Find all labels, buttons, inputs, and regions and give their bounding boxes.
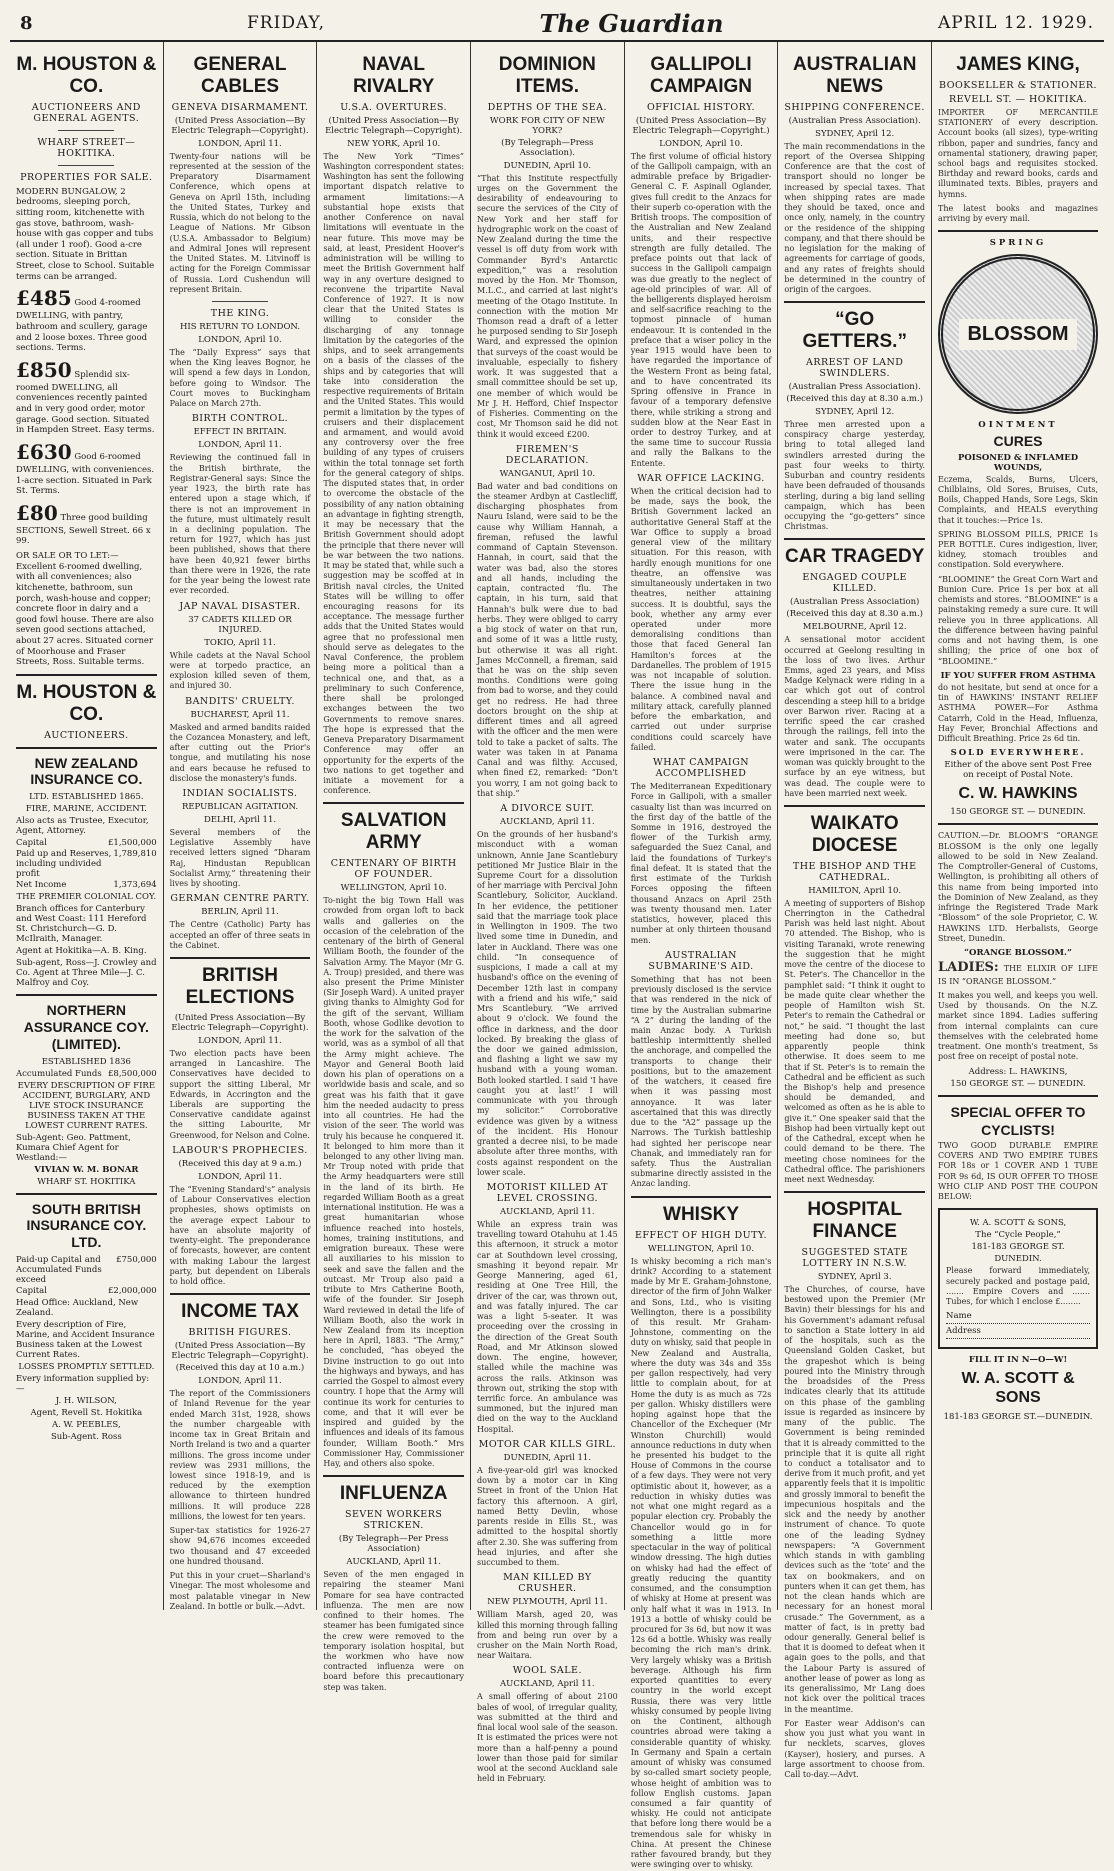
dateline: LONDON, April 11. [198, 1376, 282, 1387]
insurance-heading: NEW ZEALAND INSURANCE CO. [30, 754, 143, 788]
dateline: BUCHAREST, April 11. [190, 709, 290, 720]
subagent-line: Sub-agent, Ross—J. Crowley and Co. Agent at Three Mile—J. C. Malfroy and Coy. [16, 958, 157, 989]
divider [784, 538, 925, 540]
story-body: Something that has not been previously disclosed is the service that was rendered in the nick of time by the Australian submarine “A 2” during the landing of the main Anzac body. A Turkish battleship intermittently shelled the anchorage, and compelled the transports to change their positions, but to the amazement of the watchers, it ceased fire when it was passing most annoyance. It was later ascertained that this was directly due to the “A2” passage up the Narrows. The Turkish battleship had sighted her periscope near Chanak, and immediately ran for safety. Thus the Australian submarine directly assisted in the Anzac landing. [630, 974, 772, 1189]
section-headline: “GO GETTERS.” [802, 309, 907, 353]
newspaper-title: The Guardian [539, 8, 724, 38]
caution-text: CAUTION.—Dr. BLOOM'S “ORANGE BLOSSOM is the only one legally allowed to be sold in New Zealand. The Comptroller-General of Customs, Wellington, is prohibiting all others of this name from being imported into the Dominion of New Zealand, as they infringe the Registered Trade Mark “Blossom” of the sole Proprietor, C. W. HAWKINS LTD. Herbalists, George Street, Dunedin. [938, 831, 1099, 943]
advertiser-subtitle: AUCTIONEERS AND GENERAL AGENTS. [31, 101, 141, 124]
column-3 [317, 42, 471, 1692]
story-source: (Australian Press Association) [790, 597, 920, 608]
story-body: Several members of the Legislative Assembly have received letters signed “Dharam Raj, Hindustan Republican Socialist Army,” threatening their lives by shooting. [169, 828, 311, 889]
dateline: BERLIN, April 11. [201, 907, 279, 918]
story-source: (By Telegraph—Per Press Association) [338, 1534, 449, 1555]
dateline: SYDNEY, April 12. [815, 128, 895, 139]
story-body: While cadets at the Naval School were at torpedo practice, an explosion killed seven of them, and injured 30. [169, 650, 311, 691]
dateline: WELLINGTON, April 10. [340, 883, 447, 894]
story-source: (United Press Association—By Electric Telegraph—Copyright.) [632, 115, 770, 136]
masthead-day: FRIDAY, [247, 13, 325, 33]
scott-name: W. A. SCOTT & SONS [961, 1370, 1075, 1407]
dateline: MELBOURNE, April 12. [802, 622, 907, 633]
subagent-line: Sub-Agent: Geo. Pattment, Kumara Chief Agent for Westland:— [16, 1132, 131, 1163]
story-heading: THE BISHOP AND THE CATHEDRAL. [792, 860, 917, 883]
hawkins-name: C. W. HAWKINS [958, 785, 1078, 803]
section-headline: NAVAL RIVALRY [353, 54, 435, 97]
advertisement-text: do not hesitate, but send at once for a tin of HAWKINS' INSTANT RELIEF ASTHMA POWER—For Asthma Catarrh, Cold in the Head, Influenza, Hay Fever, Bronchial Affections and Difficult Breathing. Price 2s 6d tin. [938, 682, 1099, 743]
coupon [938, 1208, 1098, 1349]
dateline: LONDON, April 10. [659, 138, 743, 149]
advertisement-text: Eczema, Scalds, Burns, Ulcers, Chilblains, Old Sores, Bruises, Cuts, Boils, Chapped Hands, Sore Legs, Skin Complaints, and HEALS everything that it touches:—Price 1s. [938, 474, 1099, 525]
story-body: The first volume of official history of the Gallipoli campaign, with an admirable preface by Brigadier-General C. F. Aspinall Oglander, gives full credit to the Anzacs for their superb co-operation with the British troops. The composition of the Australian and New Zealand units, and their respective strength are fully detailed. The preface points out that lack of success in the Gallipoli campaign was due greatly to the neglect of age-old principles of war. All of the belligerents displayed heroism and self-sacrifice reaching to the topmost pinnacle of human endeavour. It is contended in the preface that a wiser policy in the year 1915 would have been to have regarded the importance of the Western Front as being fatal, and to have concentrated its Spring offensive in France in favour of a temporary defensive there, while striking a strong and sudden blow at the Near East in order to destroy Turkey, and at the same time to succour Russia and rally the Balkans to the Entente. [630, 151, 772, 468]
coupon-firm: W. A. SCOTT & SONS, [969, 1218, 1067, 1229]
masthead [10, 6, 1104, 42]
dateline: AUCKLAND, April 11. [346, 1557, 441, 1568]
story-body: Three men arrested upon a conspiracy charge yesterday, bring to total alleged land swindlers arrested during the past four weeks to thirty. Suburban and country residents have been defrauded of thousands sterling, during a big land selling campaign, which has been occupying the “go-getters” since Christmas. [784, 419, 926, 532]
advertiser-address: WHARF STREET—HOKITIKA. [37, 136, 136, 159]
story-source: (United Press Association—By Electric Telegraph—Copyright). [171, 115, 309, 136]
story-heading: MOTORIST KILLED AT LEVEL CROSSING. [486, 1182, 608, 1205]
story-heading: AUSTRALIAN SUBMARINE'S AID. [648, 949, 754, 972]
coupon-firm-tagline: The “Cycle People,” [975, 1230, 1061, 1241]
story-body: A small offering of about 2100 bales of wool, of irregular quality, was submitted at the third and final local wool sale of the season. It is estimated the prices were not more than a half-penny a pound lower than those paid for similar wool at the second Auckland sale held in February. [477, 1692, 618, 1784]
divider [784, 805, 925, 807]
divider [58, 130, 114, 131]
coupon-name-field[interactable]: Name [946, 1311, 1090, 1324]
column-2 [164, 42, 318, 1610]
advertiser-name: JAMES KING, [956, 54, 1080, 75]
story-subheading: EFFECT IN BRITAIN. [193, 427, 287, 438]
received-note: (Received this day at 8.30 a.m.) [786, 393, 923, 404]
dateline: LONDON, April 10. [198, 334, 282, 345]
story-heading: JAP NAVAL DISASTER. [179, 600, 301, 612]
dateline: AUCKLAND, April 11. [500, 817, 595, 828]
column-4 [471, 42, 625, 1784]
story-source: (Received this day at 9 a.m.) [178, 1158, 302, 1169]
story-heading: GENEVA DISARMAMENT. [171, 101, 309, 113]
columns [10, 42, 1104, 1870]
divider [323, 1475, 464, 1477]
coupon-text: Please forward immediately, securely packed and postage paid, ....... Empire Covers and ....... Tubes, for which I enclose £........ [946, 1266, 1091, 1306]
story-body: The Mediterranean Expeditionary Force in Gallipoli, with a smaller casualty list than was incurred on the first day of the battle of the Somme in 1916, destroyed the flower of the Turkish army, safeguarded the Suez Canal, and laid the foundations of Turkey's final defeat. It is stated that the first estimate of the Turkish Forces opposing the fifteen thousand Anzacs on April 25th was twenty thousand men. Later statistics, however, placed this number at only thirteen thousand men. [630, 782, 772, 945]
page-number: 8 [20, 12, 33, 34]
story-body: The “Daily Express” says that when the King leaves Bognor, he will spend a few days in London, before going to Windsor. The Court moves to Buckingham Palace on March 27th. [169, 347, 311, 409]
advertiser-name: M. HOUSTON & CO. [16, 681, 157, 725]
advertiser-subtitle: BOOKSELLER & STATIONER. [939, 79, 1097, 91]
property-listing: £630 Good 6-roomed DWELLING, with conveniences. 1-acre section. Situated in Park St. Terms. [16, 439, 155, 497]
divider [631, 1196, 772, 1198]
divider [938, 230, 1098, 232]
divider [16, 994, 157, 996]
dateline: LONDON, April 11. [198, 138, 282, 149]
advertisement-text: Put this in your cruet—Sharland's Vinegar. The most wholesome and most palatable vinegar in New Zealand. In bottle or bulk.—Advt. [169, 1571, 311, 1611]
story-body: Twenty-four nations will be represented at the session of the Preparatory Disarmament Conference, which opens at Geneva on April 15th, including the United States, Turkey and Russia, which do not belong to the League of Nations. Mr Gibson (U.S.A. Ambassador to Belgium) and Admiral Jones will represent the United States. M. Litvinoff is acting for the Foreign Commissar of Russia. Lord Cushendun will represent Britain. [169, 151, 311, 294]
dateline: LONDON, April 11. [198, 1035, 282, 1046]
story-source: (By Telegraph—Press Association). [501, 137, 594, 158]
story-body: The Centre (Catholic) Party has accepted an offer of three seats in the Cabinet. [169, 920, 311, 950]
story-body: To-night the big Town Hall was crowded from organ loft to back walls and galleries on the occasion of the celebration of the centenary of the birth of General William Booth, the founder of the Salvation Army. The Mayor (Mr G. A. Troup) presided, and there was also present the Prime Minister (Sir Joseph Ward). A united prayer giving thanks to Almighty God for the gift of the servant, William Booth, whose Godlike devotion to the work for the salvation of the world, was as a symbol of all that the Army might achieve. The Mayor and General Booth laid down his plan of operations on a worldwide basis and scale, and so great was his faith that it gave him the needed audacity to press into all countries. He had the vision of the seer. The world was truly his because he conquered it. It belonged to him more than it belonged to any other living man. Mr Troup noted with pride that the Army headquarters were still in the land of its birth. He regarded William Booth as a great international institution. He was a great humanitarian whose influence reached into hostels, homes, training institutions, and emigration bureaux. These were all auxiliaries to his mission to seek and save the fallen and the outcast. Mr Troup also paid a tribute to Mrs Catherine Booth, wife of the founder. Sir Joseph Ward reviewed in detail the life of William Booth, also the work in New Zealand from its inception here in April, 1883. “The Army,” he concluded, “has obeyed the Divine instruction to go out into the highways and byways, and has carried the Gospel to almost every country. I hope that the Army will continue its work for centuries to come, and that it will ever be inspired and guided by the influences and ideals of its famous founder, William Booth.” Mrs Commissioner Hay, Commissioner Hay, and others also spoke. [323, 896, 465, 1469]
divider [784, 1191, 925, 1193]
section-headline: INCOME TAX [181, 1301, 299, 1323]
paid-row: Paid up and Reserves, including undivided profit 1,789,810 [16, 849, 157, 880]
insurance-heading: NORTHERN ASSURANCE COY. (LIMITED). [23, 1002, 149, 1052]
cures-subheading: POISONED & INFLAMED WOUNDS, [957, 452, 1079, 473]
story-heading: ARREST OF LAND SWINDLERS. [805, 356, 904, 379]
ladies-ad: LADIES: THE ELIXIR OF LIFE IS IN “ORANGE BLOSSOM.” [938, 960, 1099, 986]
story-body: William Marsh, aged 20, was killed this morning through falling from and being run over by a crusher on the Main North Road, near Waitara. [477, 1610, 618, 1661]
insurance-tagline: THE PREMIER COLONIAL COY. [16, 892, 157, 903]
story-heading: DEPTHS OF THE SEA. [487, 101, 608, 113]
property-listing: MODERN BUNGALOW, 2 bedrooms, sleeping porch, sitting room, kitchenette with gas stove, bathroom, wash-house with gas copper and tubs (all under 1 roof). Good a-cre section. Situate in Brittan Street, close to School. Suitable terms can be arranged. [16, 186, 155, 282]
story-heading: BRITISH FIGURES. [188, 1327, 292, 1339]
agent-name: J. H. WILSON, [55, 1396, 117, 1406]
story-body: When the critical decision had to be made, says the book, the British Government lacked an authoritative General Staff at the War Office to supply a broad general view of the military situation. For this reason, with hardly enough munitions for one theatre, an offensive was simultaneously undertaken in two theatres, neither attaining success. It is doubtful, says the book, whether any army ever operated under more demoralising conditions than those that faced General Ian Hamilton's forces at the Dardanelles. The problem of 1915 was not incapable of solution. There the issue hung in the balance. A combined naval and military attack, carefully planned before the embarkation, and carried out under surprise conditions could scarcely have failed. [630, 486, 772, 752]
section-headline: BRITISH ELECTIONS [185, 965, 295, 1008]
advertisement-text: It makes you well, and keeps you well. Used by thousands. On the N.Z. market since 1894. Ladies suffering from internal complaints can cure themselves with the celebrated home treatment. One month's treatment, 5s post free on receipt of postal note. [938, 990, 1099, 1062]
advertisement-text: For Easter wear Addison's can show you just what you want in fur necklets, scarves, gloves (Kayser), hosiery, and purses. A large assortment to choose from. Call to-day.—Advt. [784, 1718, 926, 1780]
capital-row: Capital £1,500,000 [16, 838, 157, 849]
story-body: A sensational motor accident occurred at Geelong resulting in the loss of two lives. Arthur Emms, aged 23 years, and Miss Madge Kelynack were riding in a car which got out of control descending a steep hill to a bridge over Barwon river. Racing at a terrific speed the car crashed through the railings, fell into the water and sank. The occupants were imprisoned in the car. The woman was quickly brought to the surface by an eye witness, but was dead. The couple were to have been married next week. [784, 635, 926, 798]
dateline: DUNEDIN, April 10. [503, 160, 592, 171]
coupon-firm-street: 181-183 GEORGE ST. [971, 1242, 1065, 1253]
dateline: WELLINGTON, April 10. [647, 1243, 755, 1254]
advertiser-subtitle: AUCTIONEERS. [44, 729, 129, 741]
property-listing: £80 Three good building SECTIONS, Sewell Street. 66 x 99. [16, 500, 151, 547]
section-headline: DOMINION ITEMS. [498, 54, 596, 97]
story-subheading: HIS RETURN TO LONDON. [179, 321, 301, 332]
story-body: A five-year-old girl was knocked down by a motor car in King Street in front of the Union Hat factory this afternoon. A girl, named Betty Devlin, whose parents reside in Ellis St., was admitted to the hospital shortly after 2.30. She was suffering from head injuries, and after she succumbed to them. [477, 1465, 618, 1568]
section-headline: CAR TRAGEDY [785, 546, 925, 568]
story-heading: WAR OFFICE LACKING. [637, 472, 765, 484]
dateline: NEW PLYMOUTH, April 11. [487, 1597, 608, 1608]
story-heading: GERMAN CENTRE PARTY. [170, 893, 310, 905]
story-subheading: WORK FOR CITY OF NEW YORK? [489, 115, 605, 136]
story-heading: LABOUR'S PROPHECIES. [172, 1144, 308, 1156]
insurance-description: Every description of Fire, Marine, and Accident Insurance Business taken at the Lowest Current Rates. [16, 1320, 155, 1360]
story-heading: SEVEN WORKERS STRICKEN. [344, 1509, 443, 1532]
insurance-established: LTD. ESTABLISHED 1865. [29, 792, 144, 803]
masthead-date: APRIL 12. 1929. [937, 13, 1094, 33]
story-body: Reviewing the continued fall in the British birthrate, the Registrar-General says: Since the year 1923, the birth rate has entered upon a stage which, if there is not an improvement in the future, must ultimately result in a declining population. The return for 1927, which has just been published, shows that there have been 40,921 fewer births than there were in 1926, the rate for the year being the lowest rate ever recorded. [169, 453, 311, 596]
emblem-top-text: SPRING [989, 238, 1047, 249]
story-body: Super-tax statistics for 1926-27 show 94,676 incomes exceeded two thousand and 47 exceeded one hundred thousand. [169, 1526, 311, 1566]
orange-blossom-heading: “ORANGE BLOSSOM.” [964, 948, 1072, 958]
story-source: (United Press Association—By Electric Telegraph—Copyright). [171, 1012, 309, 1033]
emblem-bottom-text: OINTMENT [978, 420, 1058, 431]
dateline: HAMILTON, April 10. [808, 885, 902, 896]
story-body: The Churches, of course, have bestowed upon the Premier (Mr Bavin) their blessings for his and his Government's adamant refusal to sanction a State lottery in aid of the hospitals, such as the Queensland Golden Casket, but the grapeshot which is being poured into the Ministry through the broadsides of the Press indicates clearly that its attitude on this phase of the gambling issue is regarded as insincere by many of the public. The Government is being reminded that it is already committed to the principle that it is quite all right to conduct a totalisator and to derive from it much profit, and yet apparently feels that it is impolitic and grossly immoral to benefit the impecunious hospitals and the sick and the needy by another instrument of chance. To quote one of the leading Sydney newspapers: “A Government which stands in with gambling devices such as the ‘tote’ and the tax on bookmakers, and on punters when it can get them, has not the clean hands which are necessary for an honest moral crusade.” The Government, as a matter of fact, is in pretty bad odour generally. General belief is that it is doomed to defeat when it again goes to the polls, and that the Labour Party is assured of another lease of power as long as its generalissimo, Mr Lang does not kick over the political traces in the meantime. [784, 1285, 926, 1714]
divider [16, 1193, 157, 1195]
story-body: Seven of the men engaged in repairing the steamer Mani Pomare for sea have contracted influenza. The men are now confined to their homes. The steamer has been fumigated since the crew were removed to the temporary isolation hospital, but the workmen who have now contracted influenza were on board before this precautionary step was taken. [323, 1570, 465, 1692]
dateline: NEW YORK, April 10. [347, 138, 441, 149]
column-5 [625, 42, 779, 1870]
dateline: LONDON, April 11. [198, 1171, 282, 1182]
story-heading: WOOL SALE. [512, 1665, 582, 1677]
column-7 [932, 42, 1104, 1610]
coupon-address-field[interactable]: Address [946, 1326, 1090, 1339]
dateline: LONDON, April 11. [198, 440, 282, 451]
dateline: TOKIO, April 11. [204, 637, 276, 648]
story-body: The New York “Times” Washington correspondent states: Washington has sent the following important dispatch relative to armament limitations:—A substantial hope exists that another Conference on naval limitations will eventuate in the near future. This move may be said, at least, President Hoover's administration will be willing to meet the British Government half way in any overture designed to reconvene the tripartite Naval Conference of 1927. It is now clear that the United States is willing to consider the discharging of any tonnage limitation by the categories of the ships, and to seek arrangements on a basis of the classes of the ships and by categories that will take into consideration the respective requirements of Britain and the United States. This would permit a limitation by the types of cruisers and their displacement and armament, and would avoid any controversy over the free building of any types of cruisers within the total tonnage set forth for the general category of ships. The disputed states that, in order to overcome the obstacle of the possibility of any nation obtaining an advantage in fighting strength, it may be necessary that the British Government should adopt the principle that there never will be war between the two nations. It may be stated that, while such a suggestion may be scoffed at in British naval circles, the United States will be willing to offer encouraging reasons for its acceptance. The message further adds that the United States would agree that no professional men should serve as delegates to the Naval Conference, the problem being more a political than a technical one, and that, as a preliminary to such Conference, there shall be prolonged exchanges between the two Governments to remove snares. The hope is expressed that the Geneva Preparatory Disarmament Conference may offer an opportunity for the experts of the two nations to get together and initiate a movement for a conference. [323, 151, 465, 796]
story-heading: THE KING. [210, 307, 270, 319]
advertisement-text: TWO GOOD DURABLE EMPIRE COVERS AND TWO EMPIRE TUBES FOR 18s or 1 COVER AND 1 TUBE FOR 9s 6d, IS OUR OFFER TO THOSE WHO CLIP AND POST THE COUPON BELOW: [938, 1140, 1099, 1202]
story-body: Masked and armed bandits raided the Cozancea Monastery, and left, after cutting out the Prior's tongue, and mutilating his nose and ears because he refused to disclose the monastery's funds. [169, 722, 311, 783]
blossom-emblem-icon: BLOSSOM [938, 254, 1098, 414]
story-body: Is whisky becoming a rich man's drink? According to a statement made by Mr E. Graham-Johnstone, director of the firm of John Walker and Sons, Ltd., who is visiting Wellington, there is a possibility of this result. Mr Graham-Johnstone, commenting on the duty on whisky, said that people in New Zealand and Australia, where the duty was 34s and 35s per gallon respectively, had very little to complain about, for at Home the duty is as much as 72s per gallon. Whisky distillers were hoping against hope that the Chancellor of the Exchequer (Mr Winston Churchill) would announce reductions in duty when he presented his budget to the House of Commons in the course of a few days. They were not very optimistic about it, however, as a reduction in whisky duties was not what one might regard as a popular election cry. Probably the Chancellor would go in for something a little more spectacular in the way of political window dressing. The high duties on whisky had had the effect of greatly reducing the quantity consumed, and the consumption of whisky at Home at present was only half what it was in 1913. In 1913 a bottle of whisky could be procured for 3s 6d, but now it was 12s 6d a bottle. Whisky was really becoming the rich man's drink. Very largely whisky was a British beverage. Although his firm exported quantities to every country in the world except Russia, there was very little whisky consumed by people living on the Continent, although countries abroad were taking a considerable quantity of whisky. In Germany and Spain a certain amount of whisky was consumed by so-called smart society people, whose height of ambition was to follow English customs. Japan consumed a fair quantity of whisky. He could not anticipate that before long there would be a tremendous sale for whisky in China. At present the Chinese rather favoured brandy, but they were swinging over to whisky. [630, 1256, 772, 1870]
story-heading: SUGGESTED STATE LOTTERY IN N.S.W. [801, 1247, 908, 1269]
branch-offices: Branch offices for Canterbury and West Coast: 111 Hereford St. Christchurch—G. D. McIlraith, Manager. [16, 904, 147, 945]
fill-it-in: FILL IT IN N—O—W! [968, 1355, 1068, 1366]
story-source: (United Press Association—By Electric Telegraph—Copyright). [171, 1341, 309, 1362]
dateline: AUCKLAND, April 11. [500, 1679, 595, 1690]
story-body: The main recommendations in the report of the Oversea Shipping Conference are that the cost of transport should no longer be increased by special taxes. That when shipping rates are made they should be taxed, once and once only, namely, in the country or the residence of the shipping company, and that there should be no legislation for the making of agreements for carriage of goods, and any rates of freights should be determined in the country of origin of the cargoes. [784, 141, 926, 294]
section-headline: WHISKY [663, 1203, 740, 1225]
story-source: (Australian Press Association). [788, 115, 921, 126]
divider [170, 1293, 311, 1295]
story-subheading: REPUBLICAN AGITATION. [181, 802, 299, 812]
section-headline: AUSTRALIAN NEWS [792, 54, 917, 97]
story-heading: CENTENARY OF BIRTH OF FOUNDER. [330, 858, 457, 881]
divider [16, 674, 157, 676]
address-label: Address: L. HAWKINS, [968, 1066, 1068, 1077]
story-heading: U.S.A. OVERTURES. [340, 101, 448, 113]
column-6 [778, 42, 932, 1780]
story-subheading: 37 CADETS KILLED OR INJURED. [188, 614, 292, 635]
divider [938, 823, 1098, 825]
advertiser-address: REVELL ST. — HOKITIKA. [948, 93, 1088, 105]
story-heading: OFFICIAL HISTORY. [647, 101, 756, 113]
advertiser-name: M. HOUSTON & CO. [16, 54, 157, 97]
story-heading: ENGAGED COUPLE KILLED. [802, 572, 907, 595]
section-headline: GENERAL CABLES [193, 54, 287, 97]
special-offer-heading: SPECIAL OFFER TO CYCLISTS! [950, 1103, 1086, 1138]
story-heading: WHAT CAMPAIGN ACCOMPLISHED [652, 757, 750, 780]
dateline: AUCKLAND, April 11. [500, 1207, 595, 1218]
divider [58, 165, 114, 166]
sold-everywhere: SOLD EVERYWHERE. [950, 748, 1086, 759]
story-body: A meeting of supporters of Bishop Cherrington in the Cathedral Parish was held last night. About 70 attended. The Bishop, who is visiting Taranaki, wrote renewing the suggestion that he might move the centre of the diocese to St. Peter's. The Chancellor in the pamphlet said: “I think it ought to be made quite clear whether the people of Hamilton wish St. Peter's to remain the Cathedral or not,” he said. “I thought the last meeting had done so, but apparently people think otherwise. It does seem to me that if St. Peter's is to remain the Cathedral and be efficient as such the Bishop's help and presence should be demanded, and welcomed as often as he is able to give it.” One speaker said that the Bishop had been virtually kept out of the Cathedral, except when he could demand to be there. The meeting chose nominees for the Cathedral office. The parishioners meet next Wednesday. [784, 898, 926, 1185]
story-body: On the grounds of her husband's misconduct with a woman unknown, Annie Jane Scantlebury petitioned Mr Justice Blair in the Supreme Court for a dissolution of her marriage with Percival John Scantlebury, Solicitor, Auckland. In her evidence, the petitioner said that the marriage took place in Wellington in 1909. The two lived some time in Dunedin, and later in Auckland. There was one child. “In consequence of suspicions, I made a call at my husband's office on the evening of December 12th last in company with a friend and his wife,” said Mrs Scantlebury. “We arrived about 9 o'clock. We found the office in darkness, and the door locked. By breaking the glass of the door we gained admission, and flashing a light we saw my husband with a young woman. Both looked startled. I said ‘I have caught you at last!’ I will communicate with you through my solicitor.” Corroborative evidence was given by a witness of the incident. His Honour granted a decree nisi, to be made absolute after three months, with costs against respondent on the lower scale. [477, 830, 618, 1177]
divider [16, 747, 157, 749]
property-listing: £485 Good 4-roomed DWELLING, with pantry, bathroom and scullery, garage and 2 loose boxes. Three good sections. Terms. [16, 286, 148, 354]
story-heading: A DIVORCE SUIT. [500, 803, 595, 815]
dateline: SYDNEY, April 12. [815, 406, 895, 417]
accum-row: Accumulated Funds £8,500,000 [16, 1068, 157, 1079]
story-heading: MAN KILLED BY CRUSHER. [503, 1572, 592, 1595]
received-note: (Received this day at 8.30 a.m.) [786, 609, 923, 620]
agent-name: VIVIAN W. M. BONAR [34, 1164, 139, 1175]
dateline: DUNEDIN, April 11. [503, 1452, 592, 1463]
south-capital-row: Capital £2,000,000 [16, 1286, 157, 1296]
scott-address: 181-183 GEORGE ST.—DUNEDIN. [943, 1411, 1093, 1422]
advertisement-text: SPRING BLOSSOM PILLS, PRICE 1s PER BOTTLE. Cures indigestion, liver, kidney, stomach troubles and constipation. Sold everywhere. [938, 529, 1099, 570]
divider [938, 1095, 1098, 1097]
head-office: Head Office: Auckland, New Zealand. [16, 1298, 139, 1318]
divider [170, 957, 311, 959]
story-body: While an express train was travelling toward Otahuhu at 1.45 this afternoon, it struck a motor car at Southdown level crossing, smashing it beyond repair. Mr George Mannering, aged 61, residing at One Tree Hill, the driver of the car, was thrown out, and was fatally injured. The car was a light 5-seater. It was proceeding over the crossing in the direction of the Great South Road, and Mr Atkinson slowed down. The engine, however, stalled while the machine was across the rails. Atkinson was thrown out, striking the stop with terrific force. An ambulance was summoned, but the injured man died on the way to the Auckland Hospital. [477, 1220, 618, 1434]
losses-settled: LOSSES PROMPTLY SETTLED. [18, 1362, 155, 1372]
advertisement-text: The latest books and magazines arriving by every mail. [938, 203, 1099, 224]
dateline: DELHI, April 11. [203, 815, 277, 825]
received-note: (Received this day at 10 a.m.) [175, 1363, 305, 1374]
property-listing: £850 Splendid six-roomed DWELLING, all conveniences recently painted and in very good order, motor garage. Good section. Situated in Hampden Street. Easy terms. [16, 357, 155, 436]
dateline: SYDNEY, April 3. [817, 1272, 892, 1282]
insurance-heading: SOUTH BRITISH INSURANCE COY. LTD. [26, 1200, 147, 1251]
insurance-type: FIRE, MARINE, ACCIDENT. [25, 804, 147, 815]
story-source: (United Press Association—By Electric Telegraph—Copyright). [325, 115, 463, 136]
insurance-established: ESTABLISHED 1836 [41, 1056, 131, 1067]
story-heading: BIRTH CONTROL. [191, 413, 289, 425]
story-source: (Australian Press Association). [788, 381, 921, 392]
property-listing: OR SALE OR TO LET:—Excellent 6-roomed dwelling, with all conveniences; also kitchenette, bathroom, sun porch, wash-house and copper; concrete floor in dairy and a good fowl house. There are also seven good sections attached, about 27 acres. Situated corner of Moorhouse and Fraser Streets, Ross. Suitable terms. [16, 551, 154, 668]
agent-address: Agent, Revell St. Hokitika [30, 1408, 143, 1418]
section-headline: GALLIPOLI CAMPAIGN [650, 54, 753, 97]
story-heading: INDIAN SOCIALISTS. [182, 788, 298, 799]
story-heading: BANDITS' CRUELTY. [185, 695, 295, 707]
section-headline: WAIKATO DIOCESE [810, 813, 899, 856]
story-body: The report of the Commissioners of Inland Revenue for the year ended March 31st, 1928, shows the number chargeable with income tax in Great Britain and North Ireland is two and a quarter millions. The gross income under review was 2931 millions, the lowest since 1918-19, and is reduced by the exemption allowance to thirteen hundred millions. It will produce 228 millions, the lowest for ten years. [169, 1389, 311, 1521]
story-heading: FIREMEN'S DECLARATION. [505, 443, 589, 466]
asthma-heading: IF YOU SUFFER FROM ASTHMA [940, 670, 1096, 681]
story-heading: SHIPPING CONFERENCE. [784, 101, 925, 113]
agent-address: Sub-Agent. Ross [50, 1432, 122, 1442]
info-line: Every information supplied by:— [16, 1374, 150, 1394]
story-heading: EFFECT OF HIGH DUTY. [635, 1229, 768, 1241]
story-body: The “Evening Standard's” analysis of Labour Conservatives election prophesies, shows optimists on the average expect Labour to have an absolute majority of twenty-eight. The preponderance of forecasts, however, are content with making Labour the largest party, but dependent on Liberals to hold office. [169, 1184, 311, 1287]
divider [323, 802, 464, 804]
insurance-note: Also acts as Trustee, Executor, Agent, Attorney. [16, 816, 149, 837]
section-headline: SALVATION ARMY [340, 810, 447, 854]
south-paid-row: Paid-up Capital and Accumulated Funds exceed £750,000 [16, 1255, 157, 1285]
agent-address: WHARF ST. HOKITIKA [37, 1176, 136, 1187]
net-row: Net Income 1,373,694 [16, 880, 157, 891]
cures-heading: CURES [993, 433, 1043, 450]
divider [212, 301, 268, 302]
divider [784, 301, 925, 303]
coupon-firm-city: DUNEDIN. [994, 1254, 1042, 1265]
section-headline: HOSPITAL FINANCE [807, 1199, 903, 1243]
story-heading: MOTOR CAR KILLS GIRL. [478, 1438, 617, 1450]
advertisement-text: “BLOOMINE” the Great Corn Wart and Bunion Cure. Price 1s per box at all chemists and stores. “BLOOMINE” is a painstaking remedy a sure cure. It will relieve you in three applications. All the difference between having painful corns and not having them, is one shilling; the price of one box of “BLOOMINE.” [938, 574, 1099, 666]
section-headline: INFLUENZA [339, 1483, 448, 1505]
dateline: WANGANUI, April 10. [499, 468, 596, 479]
column-1 [10, 42, 164, 1610]
story-body: Two election pacts have been arranged in Lancashire. The Conservatives have decided to support the sitting Liberal, Mr Edwards, in Accrington and the Liberals are supporting the Conservative candidate against the sitting Labourite, Mr Greenwood, for Nelson and Colne. [169, 1048, 311, 1140]
agent-line: Agent at Hokitika—A. B. King. [16, 946, 147, 957]
insurance-description: EVERY DESCRIPTION OF FIRE ACCIDENT, BURGLARY, AND LIVE STOCK INSURANCE BUSINESS TAKEN AT THE LOWEST CURRENT RATES. [17, 1080, 156, 1131]
story-body: “That this Institute respectfully urges on the Government the desirability of endeavouring to secure the services of the City of New York and her staff for hydrographic work on the coast of New Zealand during the time the vessel is off duty from work with Commander Byrd's Antarctic expedition,” was a resolution moved by the Hon. Mr Thomson, M.L.C., and carried at last night's meeting of the Otago Institute. In connection with the motion Mr Thomson read a draft of a letter he purposed sending to Sir Joseph Ward, and expressed the opinion that surveys of the coast would be invaluable, especially to fishery work. It was suggested that a small committee should be set up, one member of which would be Mr J. H. Hefford, Chief Inspector of Fisheries. Commenting on the cost, Mr Thomson said he did not think it would exceed £200. [477, 173, 618, 439]
story-body: Bad water and bad conditions on the steamer Ardbyn at Castlecliff, discharging phosphates from Nauru Island, were said to be the cause why William Hannah, a fireman, refused the lawful command of Captain Stevenson. Hannah, in court, said that the water was bad, also the stores and all hands, including the captain, contracted ‘flu. The captain, in his turn, said that Hannah's bulk were due to bad herbs. They were obliged to carry a big stock of water on that run, and some of it was a little rusty, but otherwise it was all right. James McConnell, a fireman, said that he was on the ship seven months. Conditions were going from bad to worse, and they could get no redress. He had three doctors brought on the ship at different times and all agreed with the officer and the men were told to take a packet of salts. The water was taken in at Panama Canal and was filthy. Accused, when fined £2, remarked: “Don't you worry, I am not going back to that ship.” [477, 481, 618, 798]
advertisement-text: IMPORTER OF MERCANTILE STATIONERY of every description. Account books (all sizes), type-writing ribbon, paper and sundries, fancy and ornamental stationery, drawing paper, school bags and requisites stocked. Birthday and reward books, cards and illuminated texts. Bibles, prayers and hymns. [938, 107, 1099, 199]
agent-name: A. W. PEEBLES, [52, 1420, 121, 1430]
post-note: Either of the above sent Post Free on receipt of Postal Note. [944, 760, 1092, 781]
address-value: 150 GEORGE ST. — DUNEDIN. [950, 1078, 1086, 1089]
section-heading: PROPERTIES FOR SALE. [20, 171, 153, 183]
hawkins-address: 150 GEORGE ST. — DUNEDIN. [950, 807, 1086, 818]
